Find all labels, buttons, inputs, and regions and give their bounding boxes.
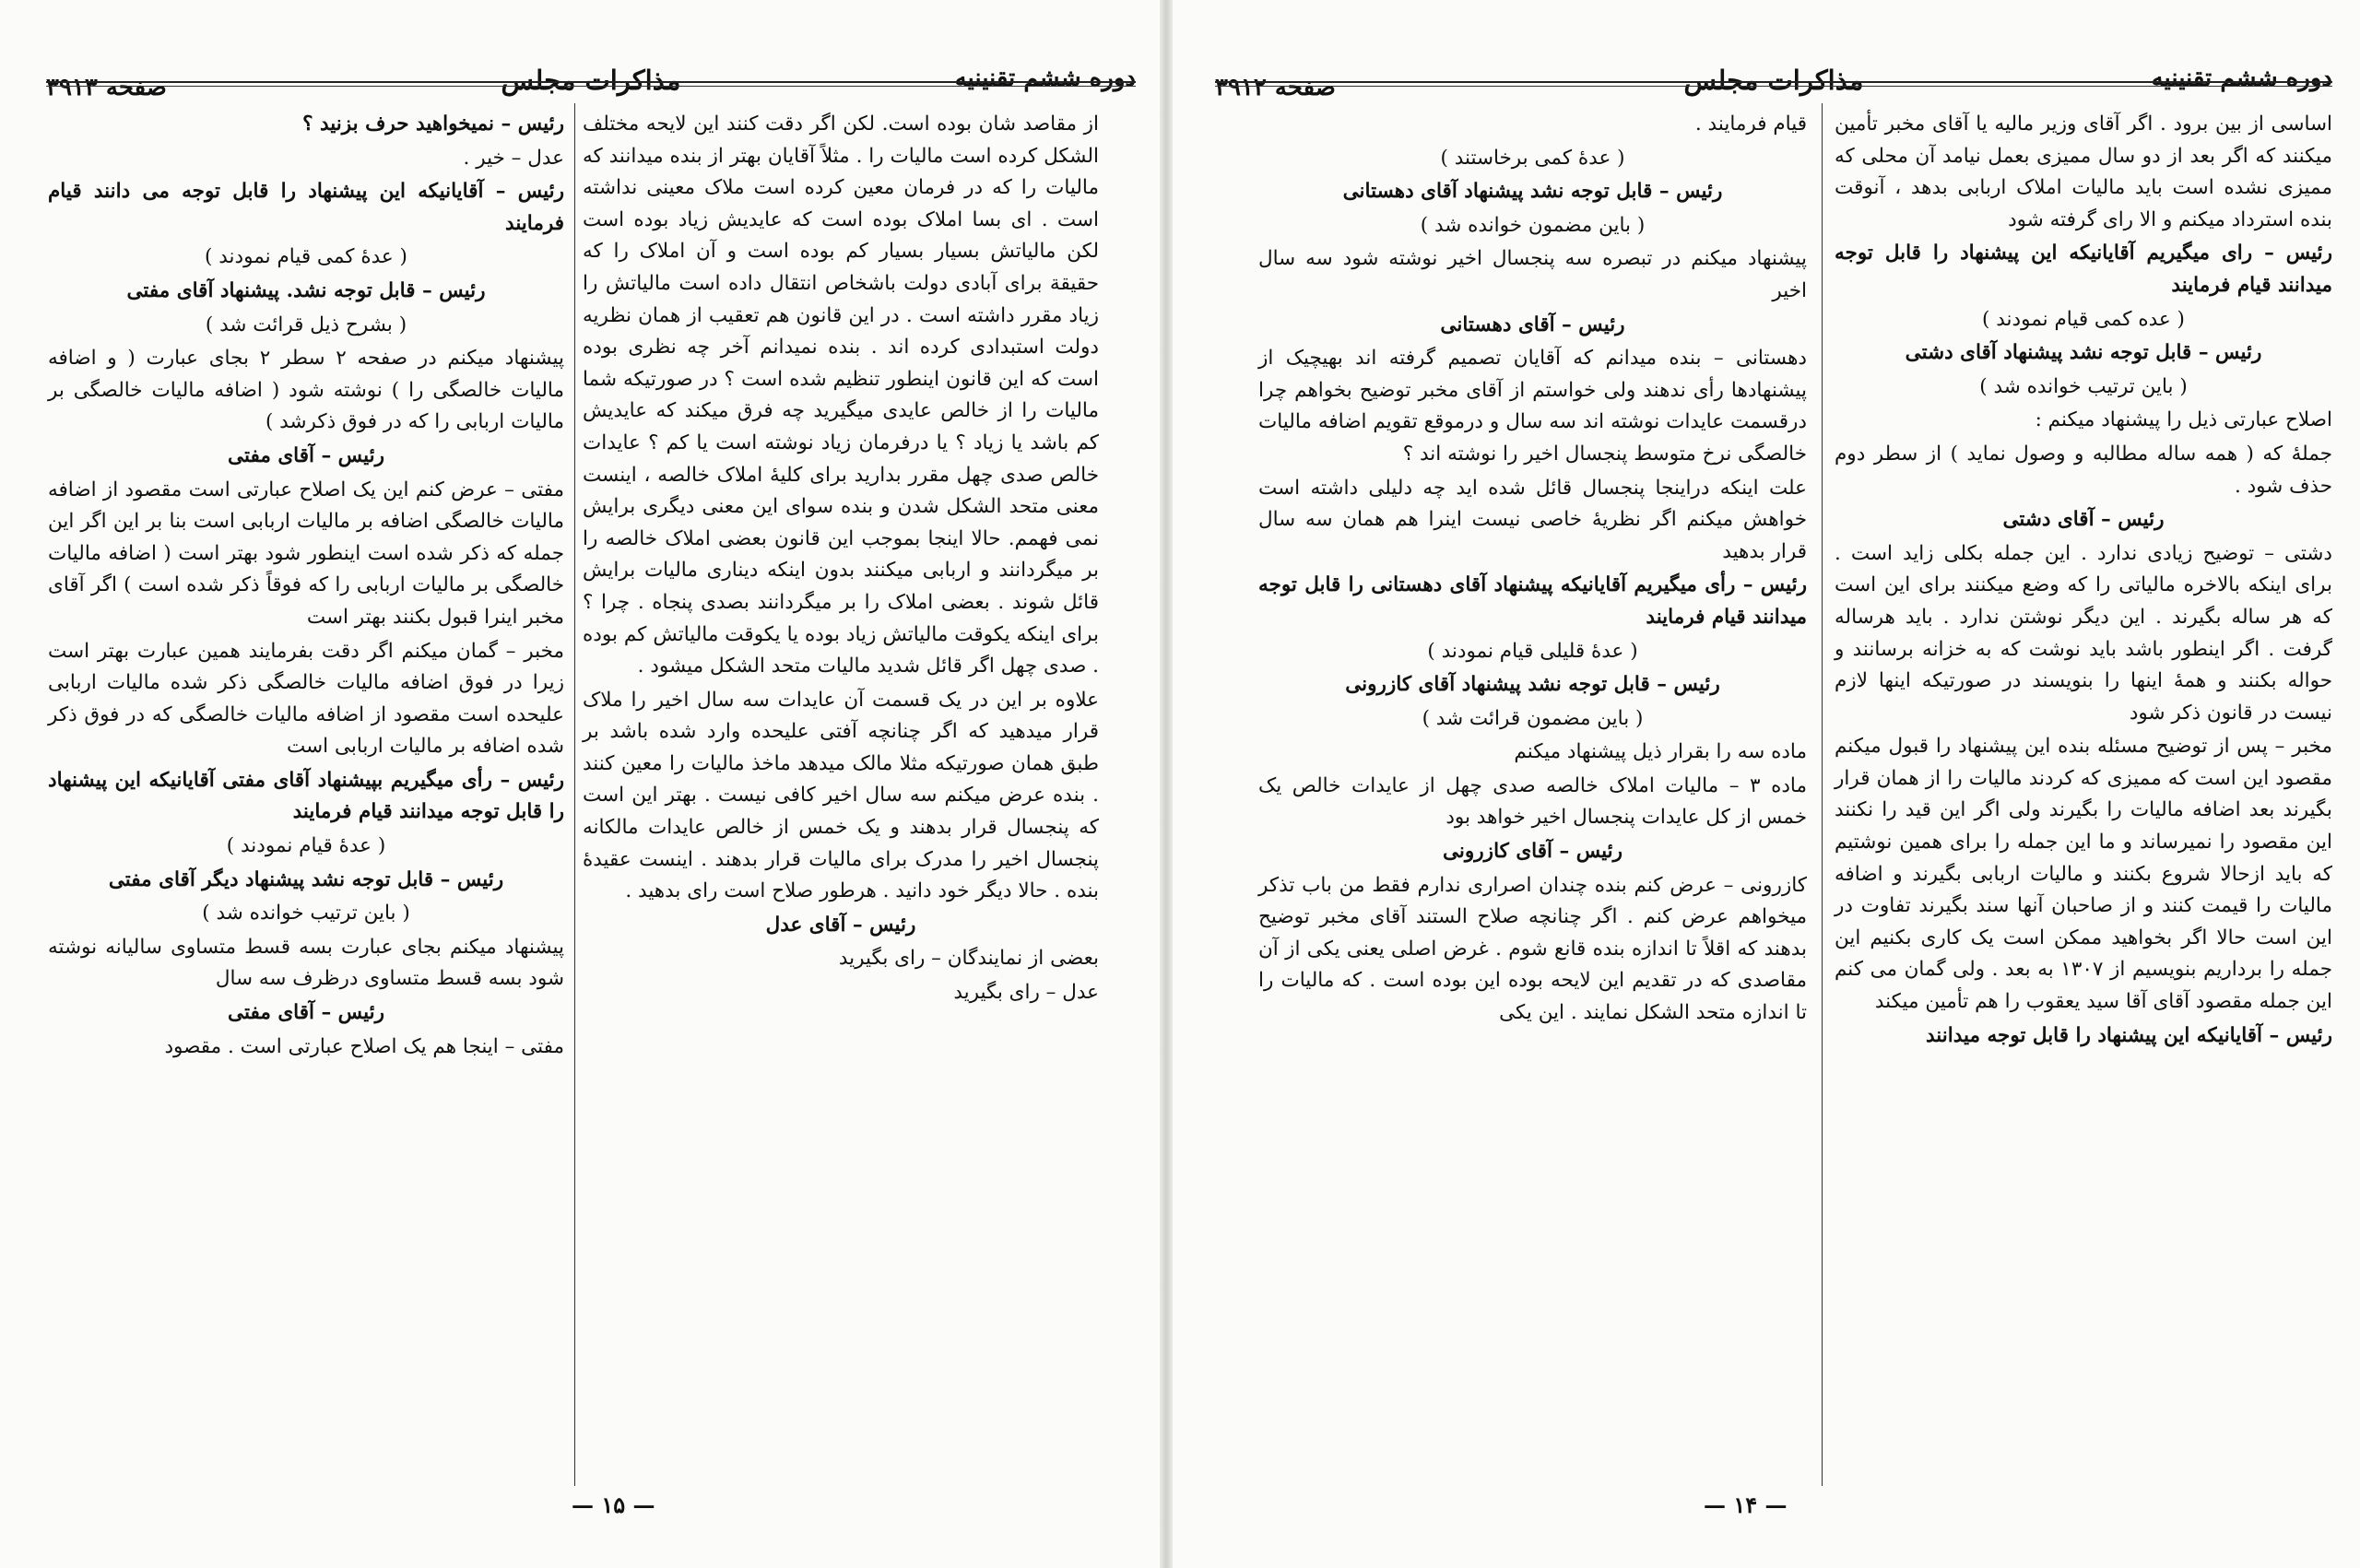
page-label: صفحه ۳۹۱۳: [46, 74, 167, 101]
header-title: مذاکرات مجلس: [501, 65, 681, 96]
session-label: دوره ششم تقنینیه: [954, 65, 1136, 92]
paragraph: رئیس – آقای عدل: [765, 913, 916, 937]
paragraph: رئیس – آقای مفتی: [228, 443, 384, 467]
paragraph: قیام فرمایند .: [1694, 112, 1807, 136]
paragraph: ( عدهٔ قلیلی قیام نمودند ): [1427, 639, 1638, 663]
session-label: دوره ششم تقنینیه: [2151, 65, 2332, 92]
paragraph: عدل – رای بگیرید: [953, 981, 1099, 1005]
paragraph: ( عده کمی قیام نمودند ): [1982, 307, 2185, 331]
paragraph: رئیس – آقای مفتی: [228, 1001, 384, 1025]
paragraph: پیشنهاد میکنم در تبصره سه پنجسال اخیر نوشته شود سه سال اخیر: [1258, 247, 1807, 302]
paragraph: از مقاصد شان بوده است. لکن اگر دقت کنند این لایحه مختلف الشکل کرده است مالیات را . مثلاً آقایان بهتر از بنده میدانند که مالیات را که در فرمان معین کرده است ملاک معینی نداشته است . ای بسا املاک بوده است که عایدیش زیاد بوده است لکن مالیاتش بسیار بسیار کم بوده است و آن املاک را که حقیقة برای آبادی دولت باشخاص انتقال داده است مالیاتش را زیاد مقرر داشته است . در این قانون هم تعقیب از همان نظریه دولت استبدادی کرده اند . بنده نمیدانم آخر چه نظری بوده است که این قانون اینطور تنظیم شده است ؟ در صورتیکه شما مالیات را از خالص عایدی میگیرید چه فرق میکند که عایدیش کم باشد یا زیاد ؟ یا درفرمان زیاد نوشته است یا کم ؟ عایدات خالص صدی چهل مقرر بدارید برای کلیهٔ املاک خالصه ، اینست معنی متحد الشکل شدن و بنده سوای این معنی دیگری برایش نمی فهمم. حالا اینجا بموجب این قانون بعضی املاک خالصه را بر میگردانند و اربابی میکنند بدون اینکه دیناری مالیات برایش قائل شوند . بعضی املاک را بر میگردانند بصدی پنجاه . چرا ؟ برای اینکه یکوقت مالیاتش زیاد بوده یا یکوقت مالیاتش کم بوده . صدی چهل اگر قائل شدید مالیات متحد الشکل میشود .: [583, 112, 1099, 678]
paragraph: اساسی از بین برود . اگر آقای وزیر مالیه یا آقای مخبر تأمین میکنند که اگر بعد از دو سال ممیزی بعمل نیامد آن محلی که ممیزی نشده است باید مالیات املاک اربابی بدهد ، آنوقت بنده استرداد میکنم و الا رای گرفته شود: [1835, 112, 2332, 231]
paragraph: عدل – خیر .: [463, 146, 564, 170]
paragraph: رئیس – قابل توجه نشد پیشنهاد آقای دشتی: [1905, 341, 2262, 365]
paragraph: رئیس – رأی میگیریم آقایانیکه پیشنهاد آقای دهستانی را قابل توجه میدانند قیام فرمایند: [1258, 573, 1807, 629]
paragraph: رئیس – آقای دهستانی: [1440, 312, 1625, 336]
paragraph: مخبر – پس از توضیح مسئله بنده این پیشنهاد را قبول میکنم مقصود این است که ممیزی که کردند مالیات را از همان قرار بگیرند بعد اضافه مالیات را بگیرند ولی اگر این قید را نکنند این مقصود را نمیرساند و ما این جمله را برای همین نوشتیم که باید ازحالا شروع بکنند و مالیات اربابی بگیرند و اضافه مالیات را قیمت کنند و از صاحبان آنها سند بگیرند تفاوت در این است حالا اگر بخواهید ممکن است یک کاری بکنیم این جمله را برداریم بنویسیم از ۱۳۰۷ به بعد . ولی گمان می کنم این جمله مقصود آقای آقا سید یعقوب را هم تأمین میکند: [1835, 735, 2332, 1014]
paragraph: بعضی از نمایندگان – رای بگیرید: [838, 947, 1099, 971]
paragraph: مفتی – اینجا هم یک اصلاح عبارتی است . مقصود: [164, 1034, 564, 1058]
column-divider: [1822, 103, 1823, 1486]
paragraph: رئیس – قابل توجه نشد پیشنهاد دیگر آقای مفتی: [108, 867, 504, 891]
page-header: [1215, 28, 2332, 101]
paragraph: علت اینکه دراینجا پنجسال قائل شده اید چه دلیلی داشته است خواهش میکنم اگر نظریهٔ خاصی نیست اینرا هم همان سه سال قرار بدهید: [1258, 476, 1807, 563]
paragraph: رئیس – آقایانیکه این پیشنهاد را قابل توجه میدانند: [1926, 1023, 2332, 1047]
paragraph: رئیس – قابل توجه نشد. پیشنهاد آقای مفتی: [126, 278, 486, 302]
page-number: — ۱۵ —: [572, 1491, 655, 1518]
paragraph: اصلاح عبارتی ذیل را پیشنهاد میکنم :: [2035, 408, 2332, 432]
paragraph: ( عدهٔ قیام نمودند ): [226, 834, 386, 858]
left-page: [0, 0, 1163, 1568]
paragraph: ماده ۳ – مالیات املاک خالصه صدی چهل از عایدات خالص یک خمس از کل عایدات پنجسال اخیر خواهد بود: [1258, 773, 1807, 830]
paragraph: ( عدهٔ کمی قیام نمودند ): [205, 245, 407, 269]
paragraph: دشتی – توضیح زیادی ندارد . این جمله بکلی زاید است . برای اینکه بالاخره مالیاتی را که وضع میکنند برای این است که هر ساله بگیرند . این دیگر نوشتن ندارد . باید هرساله گرفت . اگر اینطور باشد باید نوشت که به خزانه برسانند و حواله بکنند و همهٔ اینها را بنویسند در صورتیکه اینها لازم نیست در قانون ذکر شود: [1835, 541, 2332, 725]
page-label: صفحه ۳۹۱۲: [1215, 74, 1336, 101]
paragraph: ( بشرح ذیل قرائت شد ): [205, 312, 407, 336]
paragraph: ماده سه را بقرار ذیل پیشنهاد میکنم: [1514, 740, 1807, 764]
paragraph: رئیس – نمیخواهید حرف بزنید ؟: [302, 112, 564, 136]
page-number: — ۱۴ —: [1704, 1491, 1788, 1518]
text-column-1: [1835, 109, 2332, 1054]
paragraph: مخبر – گمان میکنم اگر دقت بفرمایند همین عبارت بهتر است زیرا در فوق اضافه مالیات خالصگی ذکر شده مالیات اربابی علیحده است مقصود از اضافه مالیات خالصگی که در فوق ذکر شده اضافه بر مالیات اربابی است: [48, 639, 564, 759]
paragraph: رئیس – رای میگیریم آقایانیکه این پیشنهاد را قابل توجه میدانند قیام فرمایند: [1835, 242, 2332, 297]
text-column-2: [1258, 109, 1807, 1032]
header-rule-thin: [46, 86, 1136, 87]
paragraph: علاوه بر این در یک قسمت آن عایدات سه سال اخیر را ملاک قرار میدهید که اگر چنانچه آفتی علیحده وارد شده باشد بر طبق همان صورتیکه مثلا مالک میدهد ماخذ مالیات را معین کنند . بنده عرض میکنم سه سال اخیر کافی نیست . بهتر این است که پنجسال قرار بدهند و یک خمس از خالص عایدات مالکانه پنجسال اخیر را مدرک برای مالیات قرار بدهند . اینست عقیدهٔ بنده . حالا دیگر خود دانید . هرطور صلاح است رای بدهید .: [583, 688, 1099, 903]
text-column-1: [583, 109, 1099, 1011]
paragraph: ( عدهٔ کمی برخاستند ): [1440, 146, 1625, 170]
paragraph: رئیس – قابل توجه نشد پیشنهاد آقای کازرونی: [1345, 673, 1720, 697]
header-rule: [1215, 81, 2332, 83]
right-page: [1169, 0, 2360, 1568]
text-column-2: [48, 109, 564, 1065]
paragraph: کازرونی – عرض کنم بنده چندان اصراری ندارم فقط من باب تذکر میخواهم عرض کنم . اگر چنانچه صلاح الستند آقای مخبر توضیح بدهند که اقلاً تا اندازه بنده قانع شوم . غرض اصلی یعنی یکی از آن مقاصدی که در تقدیم این لایحه بوده این بوده است . که مالیات را تا اندازه متحد الشکل نمایند . این یکی: [1258, 873, 1807, 1025]
paragraph: ( باین ترتیب خوانده شد ): [202, 902, 410, 925]
paragraph: ( باین مضمون خوانده شد ): [1420, 213, 1646, 237]
paragraph: پیشنهاد میکنم بجای عبارت بسه قسط متساوی سالیانه نوشته شود بسه قسط متساوی درظرف سه سال: [48, 935, 564, 991]
header-title: مذاکرات مجلس: [1683, 65, 1864, 96]
page-header: [46, 28, 1136, 101]
paragraph: ( باین ترتیب خوانده شد ): [1979, 374, 2188, 398]
paragraph: جملهٔ که ( همه ساله مطالبه و وصول نماید ) از سطر دوم حذف شود .: [1835, 442, 2332, 498]
paragraph: مفتی – عرض کنم این یک اصلاح عبارتی است مقصود از اضافه مالیات خالصگی اضافه بر مالیات اربابی است بنا بر این اگر این جمله که ذکر شده است اینطور شود بهتر است ( اضافه مالیات خالصگی بر مالیات اربابی را که فوقاً ذکر شده است ) اگر آقای مخبر اینرا قبول بکنند بهتر است: [48, 477, 564, 629]
paragraph: رئیس – آقای کازرونی: [1443, 840, 1622, 864]
paragraph: رئیس – قابل توجه نشد پیشنهاد آقای دهستانی: [1342, 180, 1723, 204]
paragraph: رئیس – آقایانیکه این پیشنهاد را قابل توجه می دانند قیام فرمایند: [48, 180, 564, 235]
paragraph: رئیس – آقای دشتی: [2002, 508, 2165, 532]
header-rule: [46, 81, 1136, 83]
header-rule-thin: [1215, 86, 2332, 87]
paragraph: ( باین مضمون قرائت شد ): [1422, 706, 1644, 730]
column-divider: [574, 103, 575, 1486]
paragraph: رئیس – رأی میگیریم بپیشنهاد آقای مفتی آقایانیکه این پیشنهاد را قابل توجه میدانند قیام فرمایند: [48, 768, 564, 824]
paragraph: پیشنهاد میکنم در صفحه ۲ سطر ۲ بجای عبارت ( و اضافه مالیات خالصگی را ) نوشته شود ( اضافه مالیات خالصگی بر مالیات اربابی را که در فوق ذکرشد ): [48, 347, 564, 434]
paragraph: دهستانی – بنده میدانم که آقایان تصمیم گرفته اند بهیچیک از پیشنهادها رأی ندهند ولی خواستم از آقای مخبر توضیح بخواهم چرا درقسمت عایدات نوشته اند سه سال و درموقع تقویم اضافه مالیات خالصگی نرخ متوسط پنجسال اخیر را نوشته اند ؟: [1258, 347, 1807, 466]
